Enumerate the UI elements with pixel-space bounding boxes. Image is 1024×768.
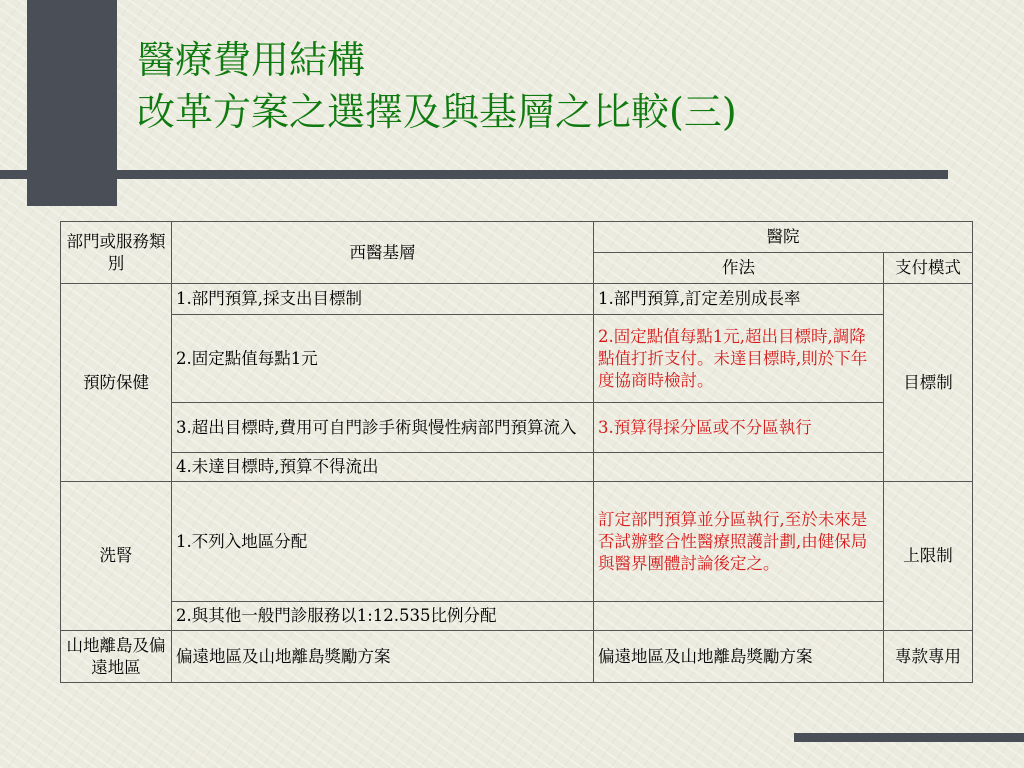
prevention-western-1: 1.部門預算,採支出目標制 <box>172 284 594 315</box>
prevention-western-4: 4.未達目標時,預算不得流出 <box>172 453 594 482</box>
prevention-payment: 目標制 <box>884 284 973 482</box>
title-line-1: 醫療費用結構 <box>137 38 366 82</box>
comparison-table <box>60 221 973 683</box>
prevention-hospital-1: 1.部門預算,訂定差別成長率 <box>594 284 884 315</box>
title-line-2: 改革方案之選擇及與基層之比較(三) <box>137 90 737 134</box>
remote-western: 偏遠地區及山地離島獎勵方案 <box>172 631 594 683</box>
decorative-top-bar <box>0 170 948 179</box>
prevention-western-2: 2.固定點值每點1元 <box>172 315 594 403</box>
category-prevention: 預防保健 <box>61 284 172 482</box>
remote-payment: 專款專用 <box>884 631 973 683</box>
dialysis-payment: 上限制 <box>884 482 973 631</box>
header-hospital: 醫院 <box>594 222 973 253</box>
prevention-hospital-3: 3.預算得採分區或不分區執行 <box>594 403 884 453</box>
category-dialysis: 洗腎 <box>61 482 172 631</box>
header-method: 作法 <box>594 253 884 284</box>
header-category: 部門或服務類別 <box>61 222 172 284</box>
prevention-hospital-2: 2.固定點值每點1元,超出目標時,調降點值打折支付。未達目標時,則於下年度協商時檢討。 <box>594 315 884 403</box>
slide-title <box>137 34 737 138</box>
prevention-hospital-empty <box>594 453 884 482</box>
dialysis-western-2: 2.與其他一般門診服務以1:12.535比例分配 <box>172 602 594 631</box>
header-western: 西醫基層 <box>172 222 594 284</box>
dialysis-hospital: 訂定部門預算並分區執行,至於未來是否試辦整合性醫療照護計劃,由健保局與醫界團體討論後定之。 <box>594 482 884 602</box>
category-remote: 山地離島及偏遠地區 <box>61 631 172 683</box>
dialysis-hospital-empty <box>594 602 884 631</box>
remote-hospital: 偏遠地區及山地離島獎勵方案 <box>594 631 884 683</box>
header-payment: 支付模式 <box>884 253 973 284</box>
prevention-western-3: 3.超出目標時,費用可自門診手術與慢性病部門預算流入 <box>172 403 594 453</box>
decorative-bottom-bar <box>794 733 1024 742</box>
dialysis-western-1: 1.不列入地區分配 <box>172 482 594 602</box>
